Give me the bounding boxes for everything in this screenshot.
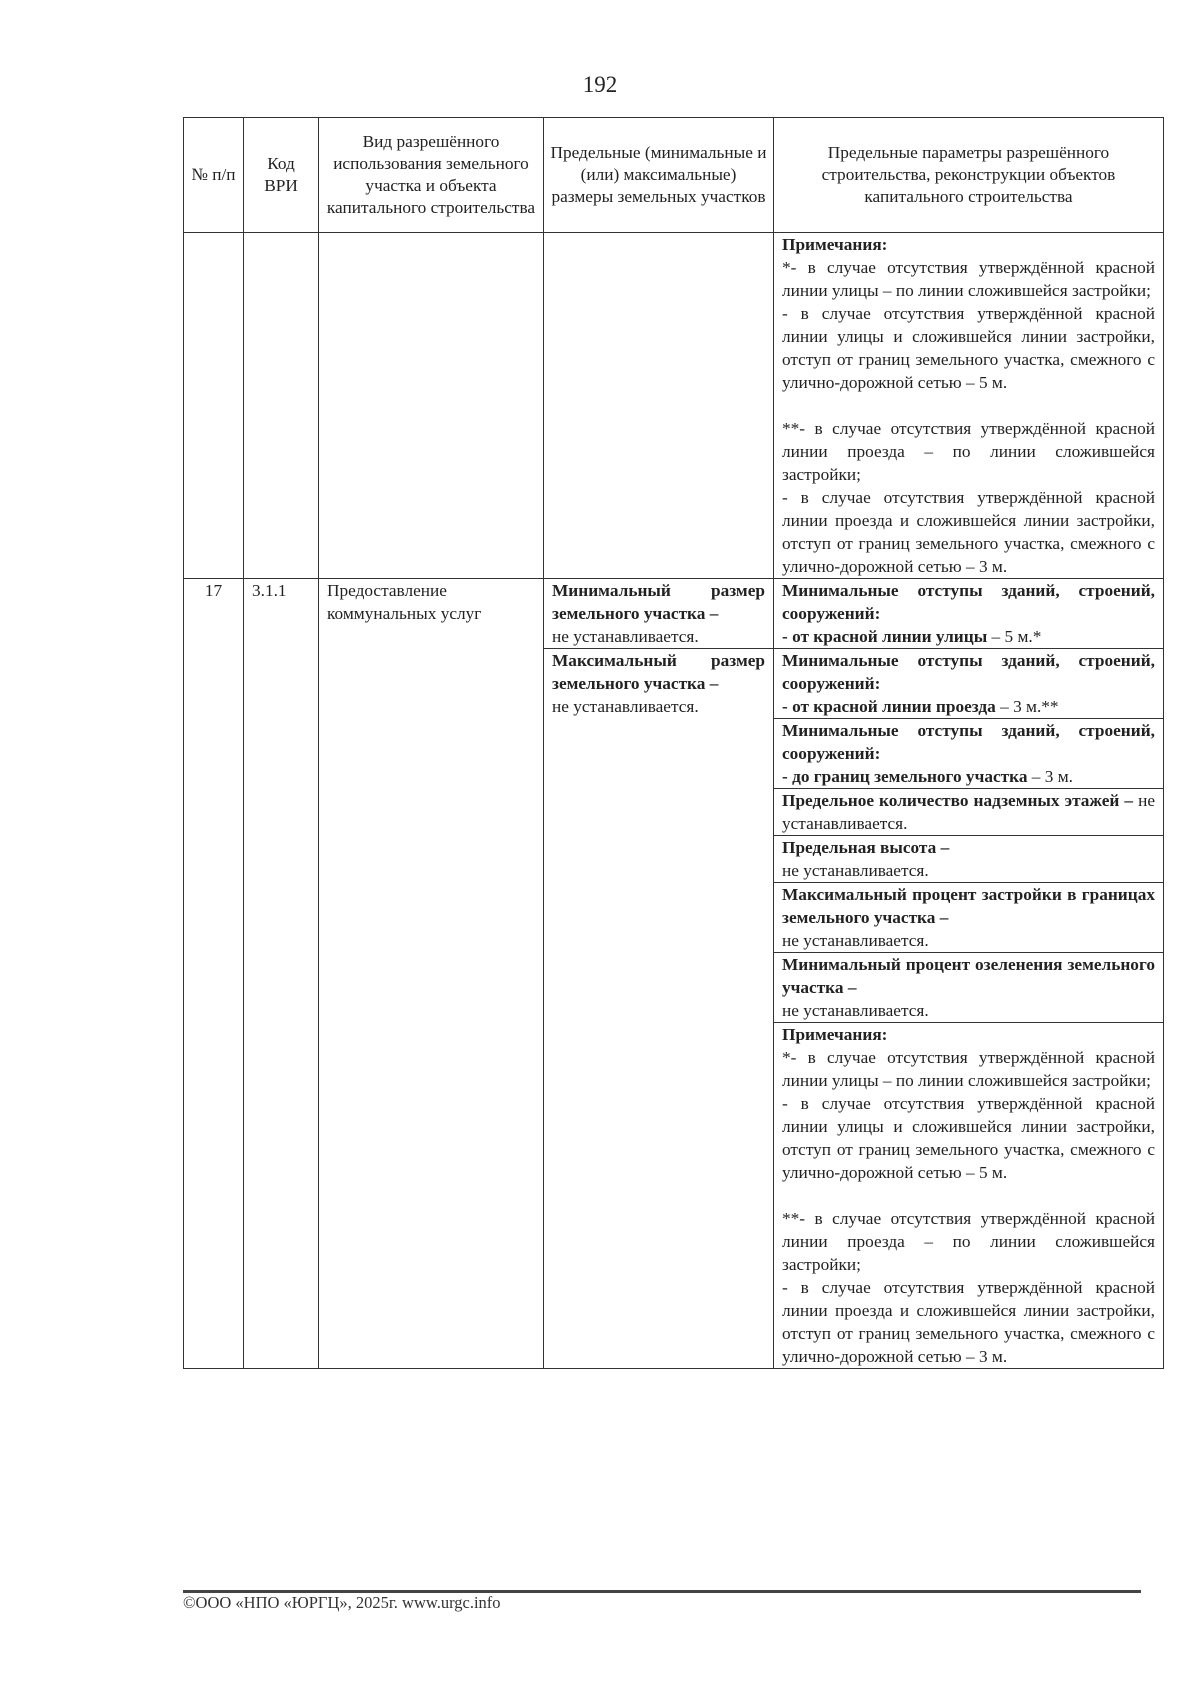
param-setback-drive: Минимальные отступы зданий, строений, сооружений: - от красной линии проезда – 3 м.** xyxy=(774,649,1164,719)
cont-num-cell xyxy=(184,233,244,579)
header-code: Код ВРИ xyxy=(244,118,319,233)
param-setback-boundary: Минимальные отступы зданий, строений, сооружений: - до границ земельного участка – 3 м. xyxy=(774,719,1164,789)
note-line: - в случае отсутствия утверждённой красной линии улицы и сложившейся линии застройки, отступ от границ земельного участка, смежного с улично-дорожной сетью – 5 м. xyxy=(782,304,1155,392)
header-row xyxy=(184,118,1164,233)
cont-notes-cell xyxy=(774,233,1164,579)
note-line: **- в случае отсутствия утверждённой красной линии проезда – по линии сложившейся застройки; xyxy=(782,1209,1155,1274)
notes-title: Примечания: xyxy=(782,235,888,254)
row17-notes-cell xyxy=(774,1023,1164,1369)
max-size-cell xyxy=(544,649,774,1369)
notes-title: Примечания: xyxy=(782,1025,888,1044)
regulations-table xyxy=(183,117,1164,1369)
table-row xyxy=(184,579,1164,649)
max-size-label: Максимальный размер земельного участка – xyxy=(552,651,765,693)
param-building-percent: Максимальный процент застройки в границах земельного участка – не устанавливается. xyxy=(774,883,1164,953)
note-line: **- в случае отсутствия утверждённой красной линии проезда – по линии сложившейся застройки; xyxy=(782,419,1155,484)
note-line: - в случае отсутствия утверждённой красной линии проезда и сложившейся линии застройки, отступ от границ земельного участка, смежного с улично-дорожной сетью – 3 м. xyxy=(782,1278,1155,1366)
page-number: 192 xyxy=(582,72,618,97)
param-floors: Предельное количество надземных этажей – не устанавливается. xyxy=(774,789,1164,836)
continuation-row xyxy=(184,233,1164,579)
min-size-value: не устанавливается. xyxy=(552,627,699,646)
note-line: - в случае отсутствия утверждённой красной линии проезда и сложившейся линии застройки, отступ от границ земельного участка, смежного с улично-дорожной сетью – 3 м. xyxy=(782,488,1155,576)
param-green-percent: Минимальный процент озеленения земельного участка – не устанавливается. xyxy=(774,953,1164,1023)
header-num: № п/п xyxy=(184,118,244,233)
max-size-value: не устанавливается. xyxy=(552,697,699,716)
cont-code-cell xyxy=(244,233,319,579)
note-line: - в случае отсутствия утверждённой красной линии улицы и сложившейся линии застройки, отступ от границ земельного участка, смежного с улично-дорожной сетью – 5 м. xyxy=(782,1094,1155,1182)
header-params: Предельные параметры разрешённого строительства, реконструкции объектов капитального строительства xyxy=(774,118,1164,233)
header-use: Вид разрешённого использования земельного участка и объекта капитального строительства xyxy=(319,118,544,233)
param-height: Предельная высота – не устанавливается. xyxy=(774,836,1164,883)
row-code: 3.1.1 xyxy=(244,579,319,1369)
min-size-cell xyxy=(544,579,774,649)
footer-copyright: ©ООО «НПО «ЮРГЦ», 2025г. www.urgc.info xyxy=(183,1593,501,1612)
note-line: *- в случае отсутствия утверждённой красной линии улицы – по линии сложившейся застройки; xyxy=(782,1048,1155,1090)
row-use: Предоставление коммунальных услуг xyxy=(319,579,544,1369)
row-num: 17 xyxy=(184,579,244,1369)
header-sizes: Предельные (минимальные и (или) максимальные) размеры земельных участков xyxy=(544,118,774,233)
cont-sizes-cell xyxy=(544,233,774,579)
param-setback-street: Минимальные отступы зданий, строений, сооружений: - от красной линии улицы – 5 м.* xyxy=(774,579,1164,649)
cont-use-cell xyxy=(319,233,544,579)
note-line: *- в случае отсутствия утверждённой красной линии улицы – по линии сложившейся застройки; xyxy=(782,258,1155,300)
min-size-label: Минимальный размер земельного участка – xyxy=(552,581,765,623)
